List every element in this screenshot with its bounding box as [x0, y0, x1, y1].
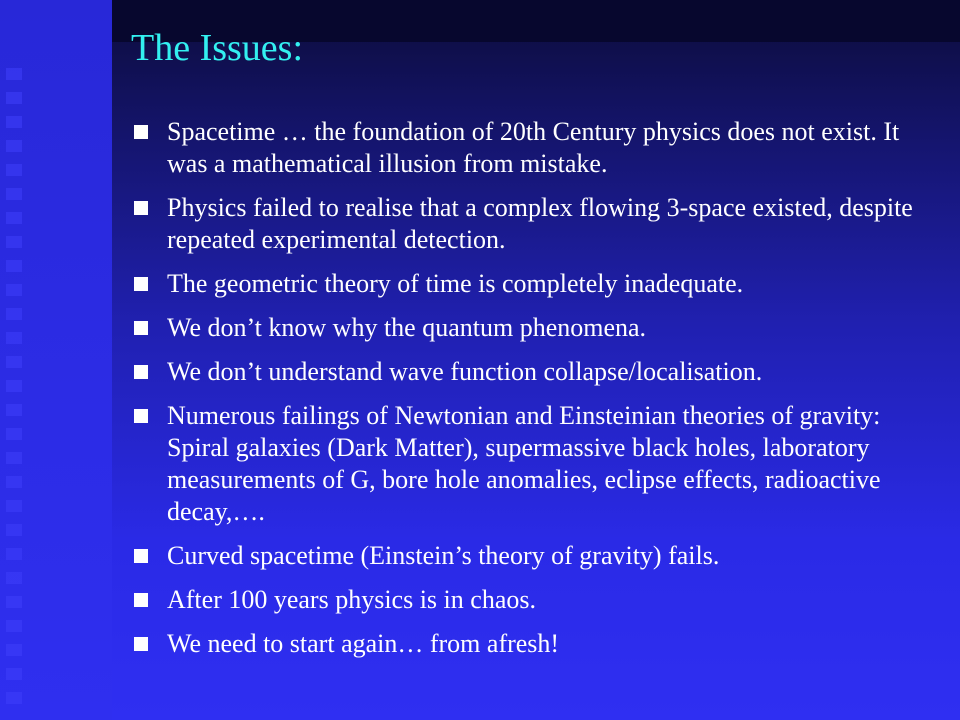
decorative-square-pattern	[6, 68, 28, 716]
square-bullet-icon	[134, 321, 148, 335]
bullet-text: After 100 years physics is in chaos.	[167, 585, 536, 614]
slide-title: The Issues:	[131, 27, 304, 69]
bullet-item-quantum	[131, 312, 931, 344]
bullet-item-chaos	[131, 584, 931, 616]
bullet-item-curved-spacetime	[131, 540, 931, 572]
decorative-side-strip	[0, 0, 112, 720]
square-bullet-icon	[134, 365, 148, 379]
bullet-item-wave-function	[131, 356, 931, 388]
bullet-text: Curved spacetime (Einstein’s theory of gravity) fails.	[167, 541, 720, 570]
square-bullet-icon	[134, 637, 148, 651]
bullet-item-gravity-failings	[131, 400, 931, 528]
bullet-text: We don’t understand wave function collapse/localisation.	[167, 357, 763, 386]
bullet-text: Spacetime … the foundation of 20th Century physics does not exist. It was a mathematical illusion from mistake.	[167, 117, 900, 178]
bullet-text: Physics failed to realise that a complex flowing 3-space existed, despite repeated experimental detection.	[167, 193, 913, 254]
square-bullet-icon	[134, 549, 148, 563]
bullet-text: The geometric theory of time is completely inadequate.	[167, 269, 744, 298]
square-bullet-icon	[134, 201, 148, 215]
square-bullet-icon	[134, 277, 148, 291]
square-bullet-icon	[134, 593, 148, 607]
bullet-text: We need to start again… from afresh!	[167, 629, 560, 658]
bullet-item-geometric-time	[131, 268, 931, 300]
bullet-item-3-space	[131, 192, 931, 256]
bullet-item-spacetime	[131, 116, 931, 180]
bullet-text: Numerous failings of Newtonian and Einsteinian theories of gravity: Spiral galaxies (Dark Matter), supermassive black holes, laboratory measurements of G, bore hole anomalies, eclipse effects, radioactive decay,….	[167, 401, 881, 526]
square-bullet-icon	[134, 125, 148, 139]
bullet-text: We don’t know why the quantum phenomena.	[167, 313, 647, 342]
square-bullet-icon	[134, 409, 148, 423]
bullet-list	[131, 116, 931, 672]
bullet-item-start-again	[131, 628, 931, 660]
